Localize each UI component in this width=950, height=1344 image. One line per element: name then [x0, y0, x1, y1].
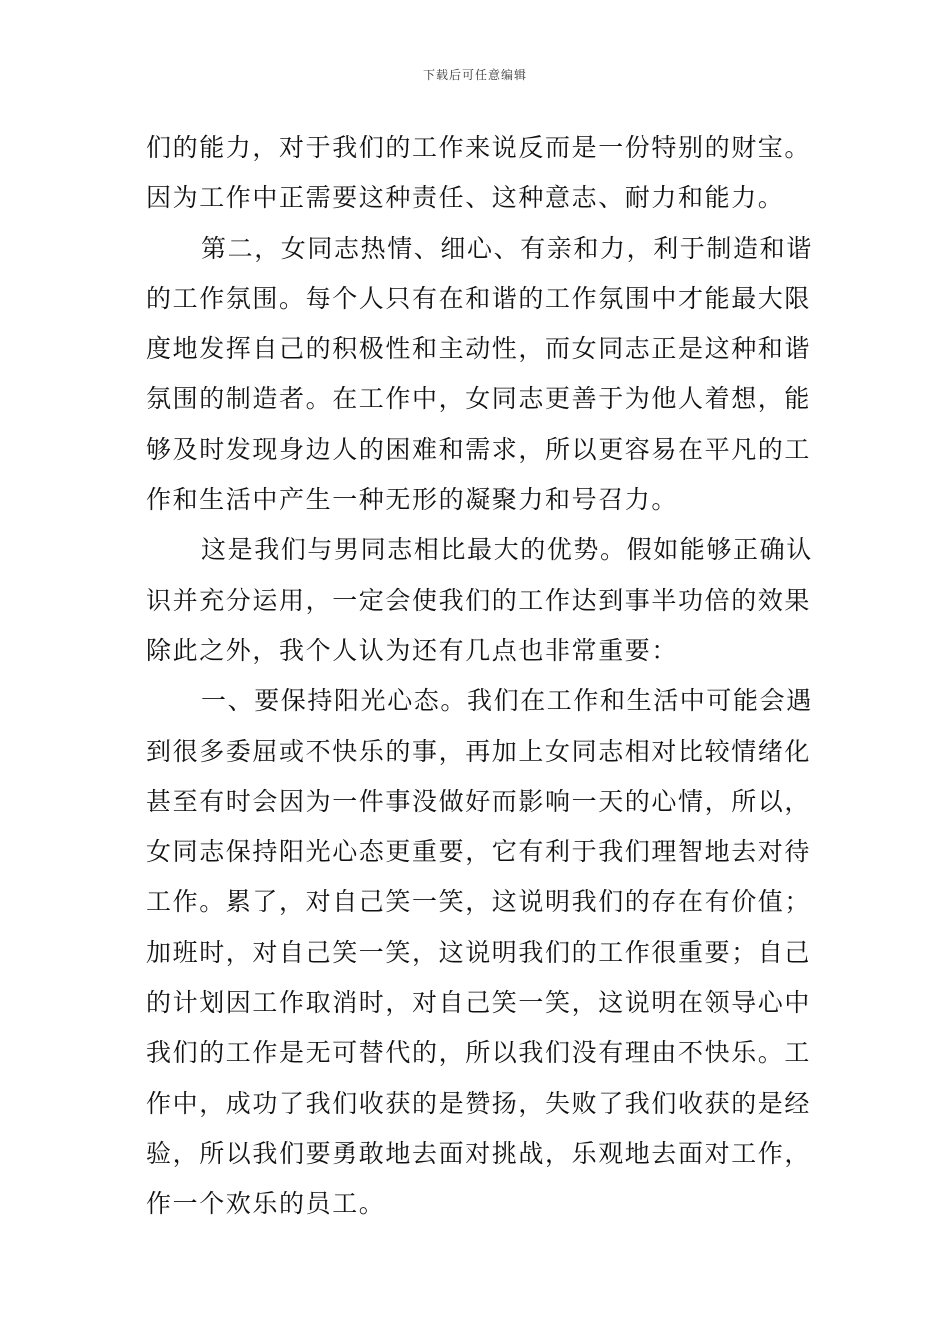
text-line: 氛围的制造者。在工作中，女同志更善于为他人着想，能 [146, 384, 812, 414]
text-line: 女同志保持阳光心态更重要，它有利于我们理智地去对待 [146, 837, 812, 867]
body-text [146, 123, 813, 1230]
text-line: 们的能力，对于我们的工作来说反而是一份特别的财宝。 [146, 133, 812, 162]
text-line: 这是我们与男同志相比最大的优势。假如能够正确认 [201, 535, 813, 565]
text-line: 识并充分运用，一定会使我们的工作达到事半功倍的效果 [146, 585, 812, 615]
text-line: 验，所以我们要勇敢地去面对挑战，乐观地去面对工作， [146, 1138, 812, 1168]
text-line: 工作。累了，对自己笑一笑，这说明我们的存在有价值； [146, 887, 812, 917]
text-line: 作和生活中产生一种无形的凝聚力和号召力。 [146, 485, 679, 515]
text-line: 作一个欢乐的员工。 [146, 1189, 386, 1219]
text-line: 到很多委屈或不快乐的事，再加上女同志相对比较情绪化 [146, 736, 812, 766]
text-line: 我们的工作是无可替代的，所以我们没有理由不快乐。工 [146, 1038, 812, 1068]
text-line: 因为工作中正需要这种责任、这种意志、耐力和能力。 [146, 183, 785, 213]
header-note: 下载后可任意编辑 [422, 68, 527, 82]
text-line: 甚至有时会因为一件事没做好而影响一天的心情，所以， [146, 786, 812, 816]
text-line: 度地发挥自己的积极性和主动性，而女同志正是这种和谐 [146, 334, 812, 364]
text-line: 一、要保持阳光心态。我们在工作和生活中可能会遇 [201, 686, 813, 716]
text-line: 第二，女同志热情、细心、有亲和力，利于制造和谐 [201, 233, 813, 263]
text-line: 的计划因工作取消时，对自己笑一笑，这说明在领导心中 [146, 988, 812, 1018]
text-line: 的工作氛围。每个人只有在和谐的工作氛围中才能最大限 [146, 283, 812, 313]
text-line: 除此之外，我个人认为还有几点也非常重要： [146, 635, 679, 665]
text-line: 加班时，对自己笑一笑，这说明我们的工作很重要；自己 [146, 937, 812, 967]
text-line: 够及时发现身边人的困难和需求，所以更容易在平凡的工 [146, 434, 812, 464]
text-line: 作中，成功了我们收获的是赞扬，失败了我们收获的是经 [146, 1088, 812, 1118]
